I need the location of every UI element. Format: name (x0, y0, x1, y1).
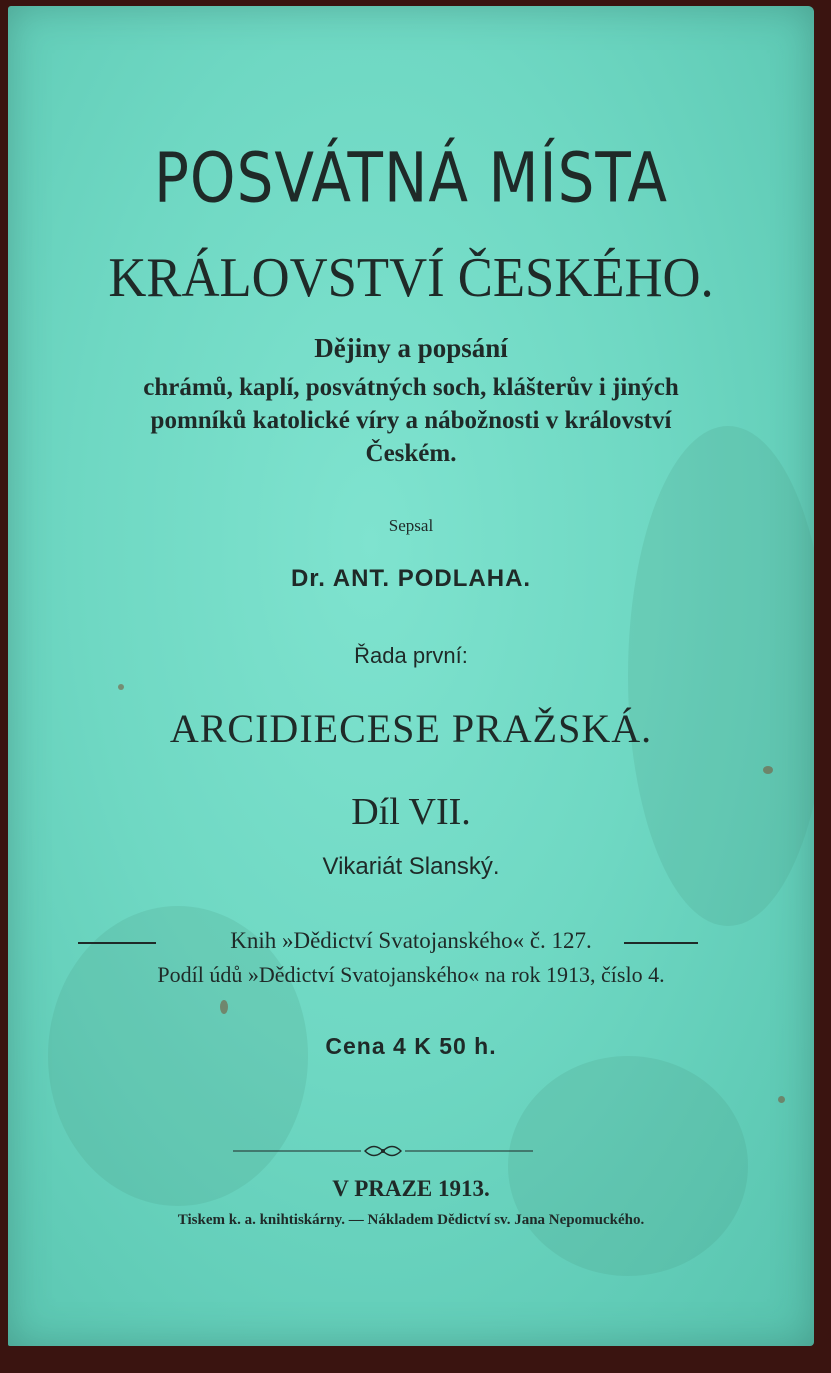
title-line-2: KRÁLOVSTVÍ ČESKÉHO. (108, 247, 714, 309)
foxing-spot (778, 1096, 785, 1103)
place-and-year: V PRAZE 1913. (332, 1176, 490, 1201)
printer-imprint: Tiskem k. a. knihtiskárny. — Nákladem Dědictví sv. Jana Nepomuckého. (177, 1212, 645, 1228)
foxing-spot (763, 766, 773, 774)
series-label: Řada první: (354, 643, 468, 668)
subtitle: Dějiny a popsání (314, 333, 508, 363)
description-line-2: pomníků katolické víry a nábožnosti v království (150, 407, 672, 434)
publication-line-2: Podíl údů »Dědictví Svatojanského« na rok 1913, číslo 4. (157, 962, 665, 987)
ornament-divider (233, 1144, 533, 1158)
price: Cena 4 K 50 h. (325, 1033, 497, 1059)
volume-number: Díl VII. (351, 791, 471, 833)
paper-stain (628, 426, 814, 926)
vicariate-name: Vikariát Slanský. (322, 853, 500, 880)
foxing-spot (220, 1000, 228, 1014)
publication-line-1: Knih »Dědictví Svatojanského« č. 127. (230, 928, 592, 953)
title-line-1: POSVÁTNÁ MÍSTA (153, 138, 669, 219)
book-cover (8, 6, 814, 1346)
description-line-3: Českém. (365, 440, 457, 467)
foxing-spot (118, 684, 124, 690)
author-label: Sepsal (388, 516, 434, 535)
description-line-1: chrámů, kaplí, posvátných soch, klášterův i jiných (143, 374, 679, 401)
author-name: Dr. ANT. PODLAHA. (290, 565, 532, 592)
diocese-title: ARCIDIECESE PRAŽSKÁ. (169, 706, 653, 751)
paper-stain (508, 1056, 748, 1276)
